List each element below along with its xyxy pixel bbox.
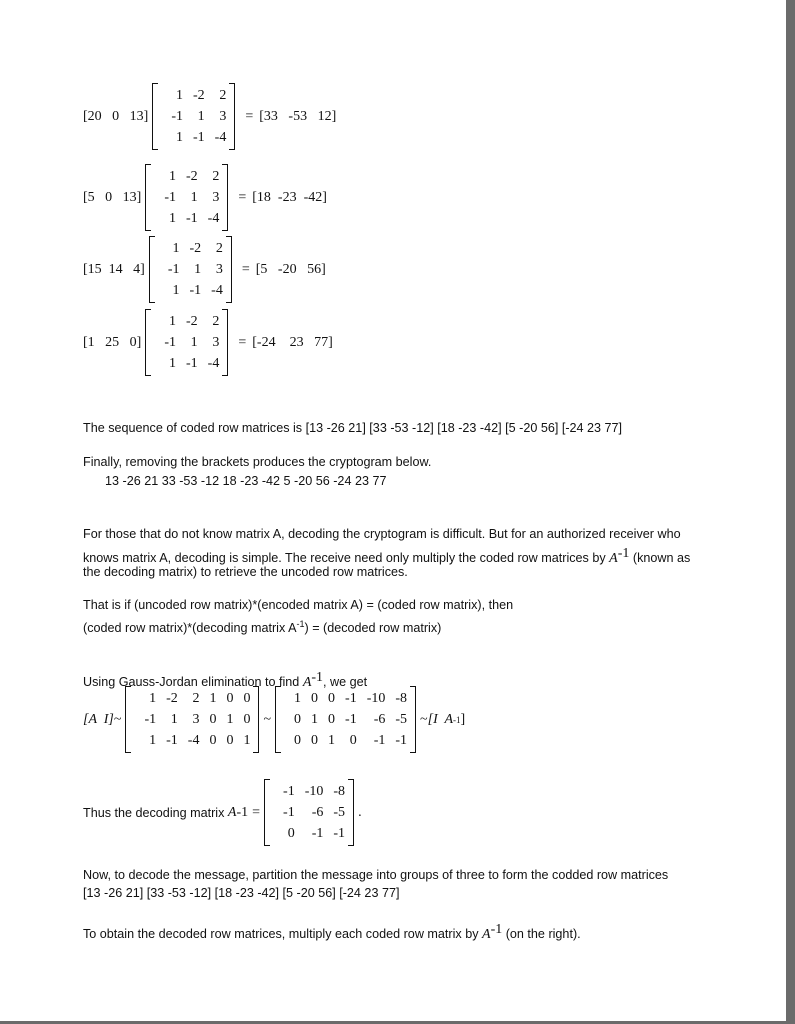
paragraph-line: [83, 921, 581, 945]
matrix-cell: 3: [219, 109, 227, 124]
matrix-cell: 1: [176, 88, 183, 103]
matrix-grid: [151, 164, 222, 231]
matrix-cell: -4: [211, 283, 223, 298]
matrix-cell: 1: [169, 314, 176, 329]
row-vector: [5 0 13]: [83, 189, 142, 205]
matrix-cell: 3: [192, 712, 200, 727]
math-a: A: [227, 804, 237, 820]
matrix-cell: -1: [373, 733, 386, 748]
matrix-grid: [270, 779, 348, 846]
decoding-matrix-equation: [83, 779, 362, 846]
equation-2: [83, 164, 327, 231]
matrix-cell: 1: [169, 356, 176, 371]
paragraph-line: [13 -26 21] [33 -53 -12] [18 -23 -42] [5 -20 56] [-24 23 77]: [83, 886, 400, 900]
matrix-cell: 0: [328, 712, 336, 727]
matrix-a: [145, 164, 228, 231]
matrix-cell: 1: [176, 130, 183, 145]
matrix-a: [149, 236, 232, 303]
matrix-cell: -5: [333, 805, 346, 820]
period: .: [358, 804, 362, 820]
matrix-cell: -1: [189, 283, 202, 298]
right-bracket: [222, 309, 228, 376]
text: Thus the decoding matrix: [83, 805, 228, 820]
matrix-cell: 2: [215, 241, 223, 256]
matrix-cell: -1: [186, 211, 198, 226]
matrix-cell: 0: [243, 691, 251, 706]
matrix-cell: -1: [283, 784, 295, 799]
matrix-cell: -1: [395, 733, 408, 748]
right-bracket: [222, 164, 228, 231]
result-vector: [-24 23 77]: [252, 334, 333, 350]
matrix-cell: 0: [311, 691, 319, 706]
text: (coded row matrix)*(decoding matrix A: [83, 621, 297, 636]
text: Using Gauss-Jordan elimination to find: [83, 675, 303, 690]
tilde: ~: [420, 711, 428, 727]
matrix-cell: -1: [283, 805, 295, 820]
cryptogram: 13 -26 21 33 -53 -12 18 -23 -42 5 -20 56 -24 23 77: [105, 474, 387, 488]
math-inverse: -1: [490, 922, 503, 937]
result-vector: [33 -53 12]: [259, 108, 337, 124]
matrix-cell: -2: [166, 691, 178, 706]
matrix-cell: 1: [194, 262, 202, 277]
matrix-cell: -2: [186, 169, 198, 184]
paragraph-line: Now, to decode the message, partition the message into groups of three to form the codded row matrices: [83, 868, 669, 882]
matrix-cell: -8: [333, 784, 346, 799]
matrix-cell: -6: [311, 805, 324, 820]
matrix-cell: 0: [226, 691, 234, 706]
math-inverse: -1: [236, 804, 249, 820]
text: (known as: [629, 551, 691, 566]
result-vector: [5 -20 56]: [255, 261, 326, 277]
matrix-cell: 1: [149, 733, 157, 748]
text: (on the right).: [502, 927, 581, 942]
augmented-label: [A I]: [83, 711, 114, 727]
equals-sign: =: [238, 334, 247, 350]
matrix-grid: [131, 686, 253, 753]
matrix-cell: -1: [164, 190, 176, 205]
equals-sign: =: [252, 804, 261, 820]
matrix-cell: -1: [345, 691, 357, 706]
matrix-cell: -4: [207, 356, 220, 371]
matrix-cell: 3: [215, 262, 223, 277]
page-edge: [786, 0, 795, 1024]
reduced-matrix: [275, 686, 416, 753]
matrix-grid: [281, 686, 410, 753]
gauss-jordan-equation: [83, 686, 465, 753]
right-bracket: [253, 686, 259, 753]
matrix-cell: -10: [366, 691, 386, 706]
paragraph-line: [83, 615, 441, 638]
bracket: ]: [460, 711, 466, 727]
matrix-cell: 3: [212, 190, 220, 205]
matrix-cell: -1: [186, 356, 198, 371]
matrix-cell: 2: [219, 88, 227, 103]
matrix-cell: 0: [349, 733, 357, 748]
paragraph-line: That is if (uncoded row matrix)*(encoded matrix A) = (coded row matrix), then: [83, 598, 514, 612]
sequence-text: The sequence of coded row matrices is [13 -26 21] [33 -53 -12] [18 -23 -42] [5 -20 56] [-24 23 77]: [83, 421, 623, 435]
math-inverse: -1: [311, 670, 324, 685]
matrix-cell: -1: [345, 712, 357, 727]
matrix-a: [145, 309, 228, 376]
equation-1: [83, 83, 336, 150]
matrix-cell: -2: [193, 88, 205, 103]
matrix-cell: 1: [172, 241, 180, 256]
equals-sign: =: [241, 261, 250, 277]
math-inverse: -1: [296, 619, 305, 629]
matrix-cell: -1: [167, 262, 180, 277]
finally-text: Finally, removing the brackets produces the cryptogram below.: [83, 455, 432, 469]
tilde: ~: [263, 711, 272, 727]
matrix-cell: -8: [395, 691, 408, 706]
paragraph-line: the decoding matrix) to retrieve the uncoded row matrices.: [83, 565, 408, 579]
matrix-cell: 0: [287, 826, 295, 841]
matrix-cell: 1: [190, 335, 198, 350]
right-bracket: [226, 236, 232, 303]
equation-4: [83, 309, 333, 376]
math-a: A: [609, 551, 618, 567]
row-vector: [1 25 0]: [83, 334, 142, 350]
matrix-cell: -4: [207, 211, 220, 226]
matrix-cell: 1: [172, 283, 180, 298]
matrix-cell: 2: [212, 314, 220, 329]
matrix-cell: 2: [212, 169, 220, 184]
matrix-grid: [155, 236, 226, 303]
augmented-matrix: [125, 686, 259, 753]
right-bracket: [410, 686, 416, 753]
equals-sign: =: [245, 108, 254, 124]
matrix-cell: 1: [169, 211, 176, 226]
matrix-cell: 3: [212, 335, 220, 350]
matrix-cell: 1: [294, 691, 302, 706]
right-bracket: [229, 83, 235, 150]
matrix-cell: 1: [190, 190, 198, 205]
matrix-cell: 0: [311, 733, 319, 748]
matrix-cell: 0: [243, 712, 251, 727]
matrix-cell: 1: [170, 712, 178, 727]
matrix-cell: -2: [186, 314, 198, 329]
result-vector: [18 -23 -42]: [252, 189, 327, 205]
row-vector: [15 14 4]: [83, 261, 145, 277]
matrix-cell: -1: [193, 130, 205, 145]
math-a: A: [302, 675, 312, 691]
text: knows matrix A, decoding is simple. The receive need only multiply the coded row matrices by: [83, 551, 610, 566]
matrix-cell: 1: [169, 169, 176, 184]
text: To obtain the decoded row matrices, multiply each coded row matrix by: [83, 927, 482, 942]
matrix-cell: -5: [395, 712, 408, 727]
matrix-cell: -1: [333, 826, 346, 841]
matrix-cell: -10: [304, 784, 324, 799]
tilde: ~: [113, 711, 122, 727]
matrix-cell: 2: [192, 691, 200, 706]
matrix-cell: 0: [328, 691, 336, 706]
matrix-cell: -1: [171, 109, 183, 124]
paragraph-line: For those that do not know matrix A, decoding the cryptogram is difficult. But for an authorized receiver who: [83, 527, 681, 541]
matrix-cell: -1: [166, 733, 178, 748]
right-bracket: [348, 779, 354, 846]
decoding-matrix: [264, 779, 354, 846]
matrix-a: [152, 83, 235, 150]
matrix-cell: 1: [149, 691, 157, 706]
math-inverse: -1: [453, 714, 461, 725]
matrix-cell: 1: [328, 733, 336, 748]
result-label: [I A: [427, 711, 454, 727]
matrix-cell: 0: [226, 733, 234, 748]
math-a: A: [482, 927, 491, 943]
matrix-cell: 0: [294, 712, 302, 727]
matrix-cell: -6: [373, 712, 386, 727]
matrix-cell: 0: [209, 733, 217, 748]
matrix-grid: [151, 309, 222, 376]
matrix-grid: [158, 83, 229, 150]
matrix-cell: -4: [214, 130, 227, 145]
matrix-cell: 1: [311, 712, 319, 727]
equals-sign: =: [238, 189, 247, 205]
matrix-cell: 0: [294, 733, 302, 748]
matrix-cell: -1: [164, 335, 176, 350]
equation-3: [83, 236, 326, 303]
matrix-cell: 1: [197, 109, 205, 124]
matrix-cell: 1: [243, 733, 251, 748]
text: ) = (decoded row matrix): [304, 621, 442, 636]
matrix-cell: -4: [187, 733, 200, 748]
row-vector: [20 0 13]: [83, 108, 149, 124]
matrix-cell: 1: [209, 691, 217, 706]
text: , we get: [323, 675, 368, 690]
matrix-cell: 0: [209, 712, 217, 727]
math-inverse: -1: [617, 546, 630, 561]
matrix-cell: -2: [189, 241, 202, 256]
matrix-cell: -1: [311, 826, 324, 841]
matrix-cell: -1: [144, 712, 157, 727]
matrix-cell: 1: [226, 712, 234, 727]
